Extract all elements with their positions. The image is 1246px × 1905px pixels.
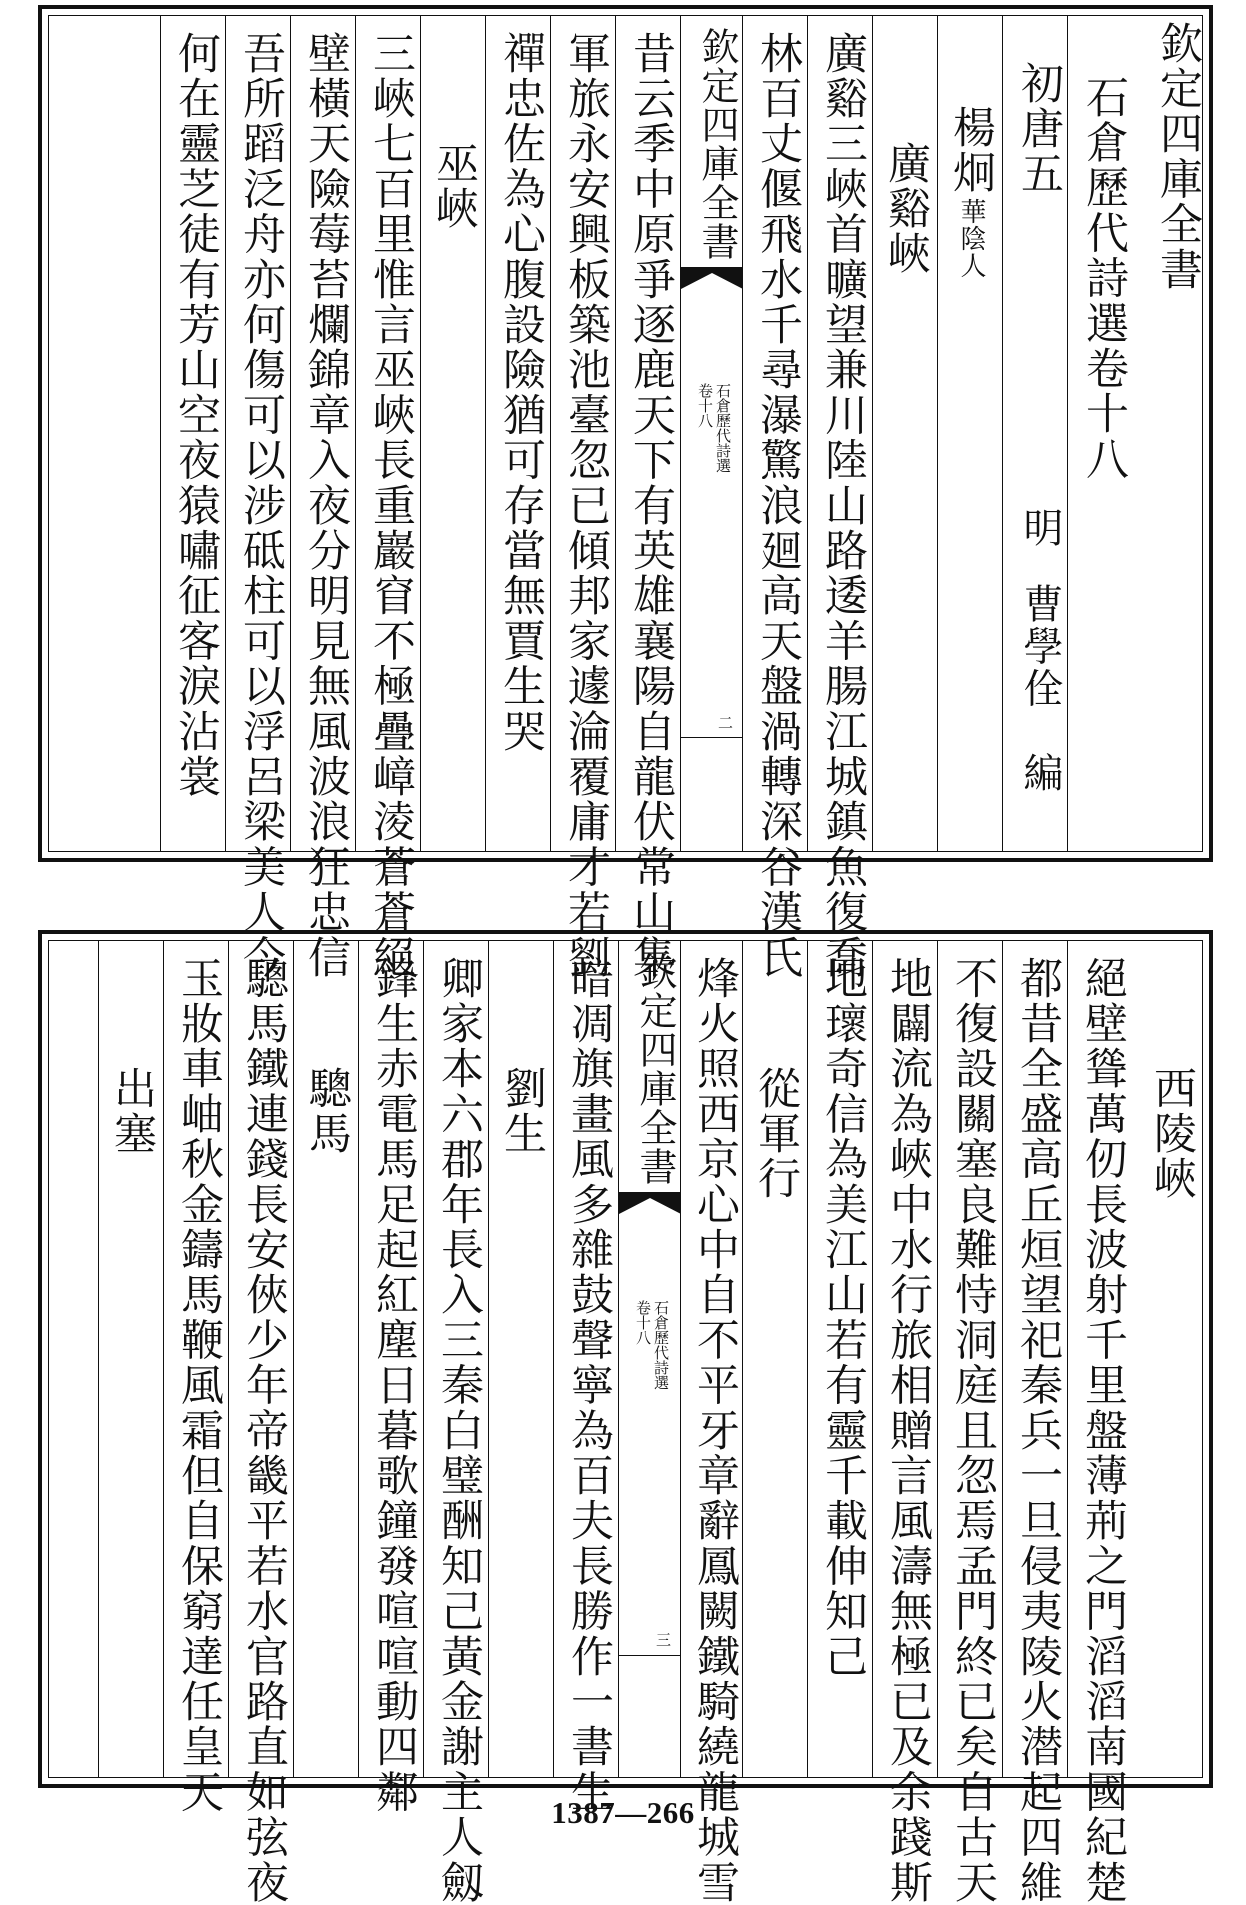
page-number: 1387—266 xyxy=(551,1795,695,1830)
text-line: 昔云季中原爭逐鹿天下有英雄襄陽自龍伏常山集 xyxy=(626,31,676,981)
center-volume: 卷十八 xyxy=(696,383,714,428)
text-line: 不復設關塞良難恃洞庭且忽焉孟門終已矣自古天 xyxy=(948,956,998,1905)
column xyxy=(488,940,553,1778)
text-line: 廣谿三峽首曠望兼川陸山路逶羊腸江城鎮魚復喬 xyxy=(818,31,868,981)
editor-name: 曹學佺 編 xyxy=(1017,583,1063,794)
fish-tail-mark-icon xyxy=(681,267,743,289)
column xyxy=(1132,940,1207,1778)
top-header: 欽定四庫全書 xyxy=(1153,21,1203,293)
column xyxy=(290,15,355,981)
column xyxy=(615,15,680,981)
text-line: 暗凋旗畫風多雜鼓聲寧為百夫長勝作一書生 xyxy=(564,956,614,1815)
column xyxy=(485,15,550,852)
section-title: 初唐五 xyxy=(1014,61,1064,197)
editor-dynasty: 明 xyxy=(1017,507,1063,550)
center-page-number: 三 xyxy=(654,1632,672,1647)
text-line: 驄馬鐵連錢長安俠少年帝畿平若水官路直如弦夜 xyxy=(239,956,289,1905)
text-line: 玉妝車岫秋金鑄馬鞭風霜但自保窮達任皇天 xyxy=(174,956,224,1815)
center-book-title: 石倉歷代詩選 xyxy=(714,383,732,473)
column xyxy=(358,940,423,1815)
column xyxy=(872,15,937,852)
text-line: 絕壁聳萬仞長波射千里盤薄荊之門滔滔南國紀楚 xyxy=(1078,956,1128,1905)
poem-title: 西陵峽 xyxy=(1147,1066,1197,1202)
text-line: 地闢流為峽中水行旅相贈言風濤無極已及余踐斯 xyxy=(883,956,933,1905)
column xyxy=(550,15,615,981)
poem-title: 從軍行 xyxy=(751,1066,801,1202)
column xyxy=(228,940,293,1905)
column xyxy=(680,940,742,1905)
column xyxy=(937,15,1002,852)
column xyxy=(1067,940,1132,1905)
text-line: 壁橫天險莓苔爛錦章入夜分明見無風波浪狂忠信 xyxy=(301,31,351,981)
text-line: 鋒生赤電馬足起紅塵日暮歌鐘發喧喧動四鄰 xyxy=(369,956,419,1815)
author-name: 楊炯 xyxy=(946,105,996,196)
column xyxy=(937,940,1002,1905)
column xyxy=(742,940,807,1778)
column xyxy=(225,15,290,981)
fold-rule xyxy=(619,1655,681,1656)
column xyxy=(742,15,807,981)
text-line: 地瓌奇信為美江山若有靈千載伸知己 xyxy=(818,956,868,1680)
column xyxy=(48,940,98,1778)
column xyxy=(355,15,420,981)
column xyxy=(420,15,485,852)
column xyxy=(1067,15,1132,852)
text-line: 卿家本六郡年長入三秦白璧酬知己黃金謝主人劔 xyxy=(434,956,484,1905)
center-header: 欽定四庫全書 xyxy=(633,952,677,1186)
column xyxy=(1002,15,1067,852)
column xyxy=(160,15,225,852)
text-line: 軍旅永安興板築池臺忽已傾邦家遽淪覆庸才若劉 xyxy=(561,31,611,981)
collection-title: 石倉歷代詩選卷十八 xyxy=(1079,75,1129,482)
column xyxy=(163,940,228,1815)
poem-title: 驄馬 xyxy=(302,1066,352,1157)
poem-title: 巫峽 xyxy=(429,141,479,232)
column xyxy=(98,940,163,1778)
text-line: 林百丈偃飛水千尋瀑驚浪廻高天盤渦轉深谷漢氏 xyxy=(753,31,803,981)
column xyxy=(423,940,488,1905)
column xyxy=(293,940,358,1778)
column xyxy=(807,940,872,1778)
column xyxy=(553,940,618,1815)
center-fold xyxy=(680,15,742,852)
text-line: 吾所蹈泛舟亦何傷可以涉砥柱可以浮呂梁美人今 xyxy=(236,31,286,981)
poem-title: 出塞 xyxy=(107,1066,157,1157)
text-line: 禪忠佐為心腹設險猶可存當無賈生哭 xyxy=(496,31,546,755)
text-line: 都昔全盛高丘烜望祀秦兵一旦侵夷陵火潜起四維 xyxy=(1013,956,1063,1905)
fold-rule xyxy=(681,737,743,738)
column xyxy=(48,15,160,852)
column xyxy=(1132,15,1207,852)
center-book-title: 石倉歷代詩選 xyxy=(652,1300,670,1390)
column xyxy=(1002,940,1067,1905)
column xyxy=(807,15,872,981)
center-fold xyxy=(618,940,680,1778)
text-line: 烽火照西京心中自不平牙章辭鳳闕鐵騎繞龍城雪 xyxy=(690,956,740,1905)
text-line: 何在靈芝徒有芳山空夜猿嘯征客淚沾裳 xyxy=(171,31,221,800)
center-volume: 卷十八 xyxy=(634,1300,652,1345)
column xyxy=(872,940,937,1905)
poem-title: 廣谿峽 xyxy=(881,141,931,277)
author-origin: 華陰人 xyxy=(956,198,986,279)
center-header: 欽定四庫全書 xyxy=(695,27,739,261)
poem-title: 劉生 xyxy=(497,1066,547,1157)
fish-tail-mark-icon xyxy=(619,1192,681,1214)
top-page-frame xyxy=(38,5,1213,981)
center-page-number: 二 xyxy=(716,715,734,730)
text-line: 三峽七百里惟言巫峽長重巖窅不極疊嶂淩蒼蒼絕 xyxy=(366,31,416,981)
